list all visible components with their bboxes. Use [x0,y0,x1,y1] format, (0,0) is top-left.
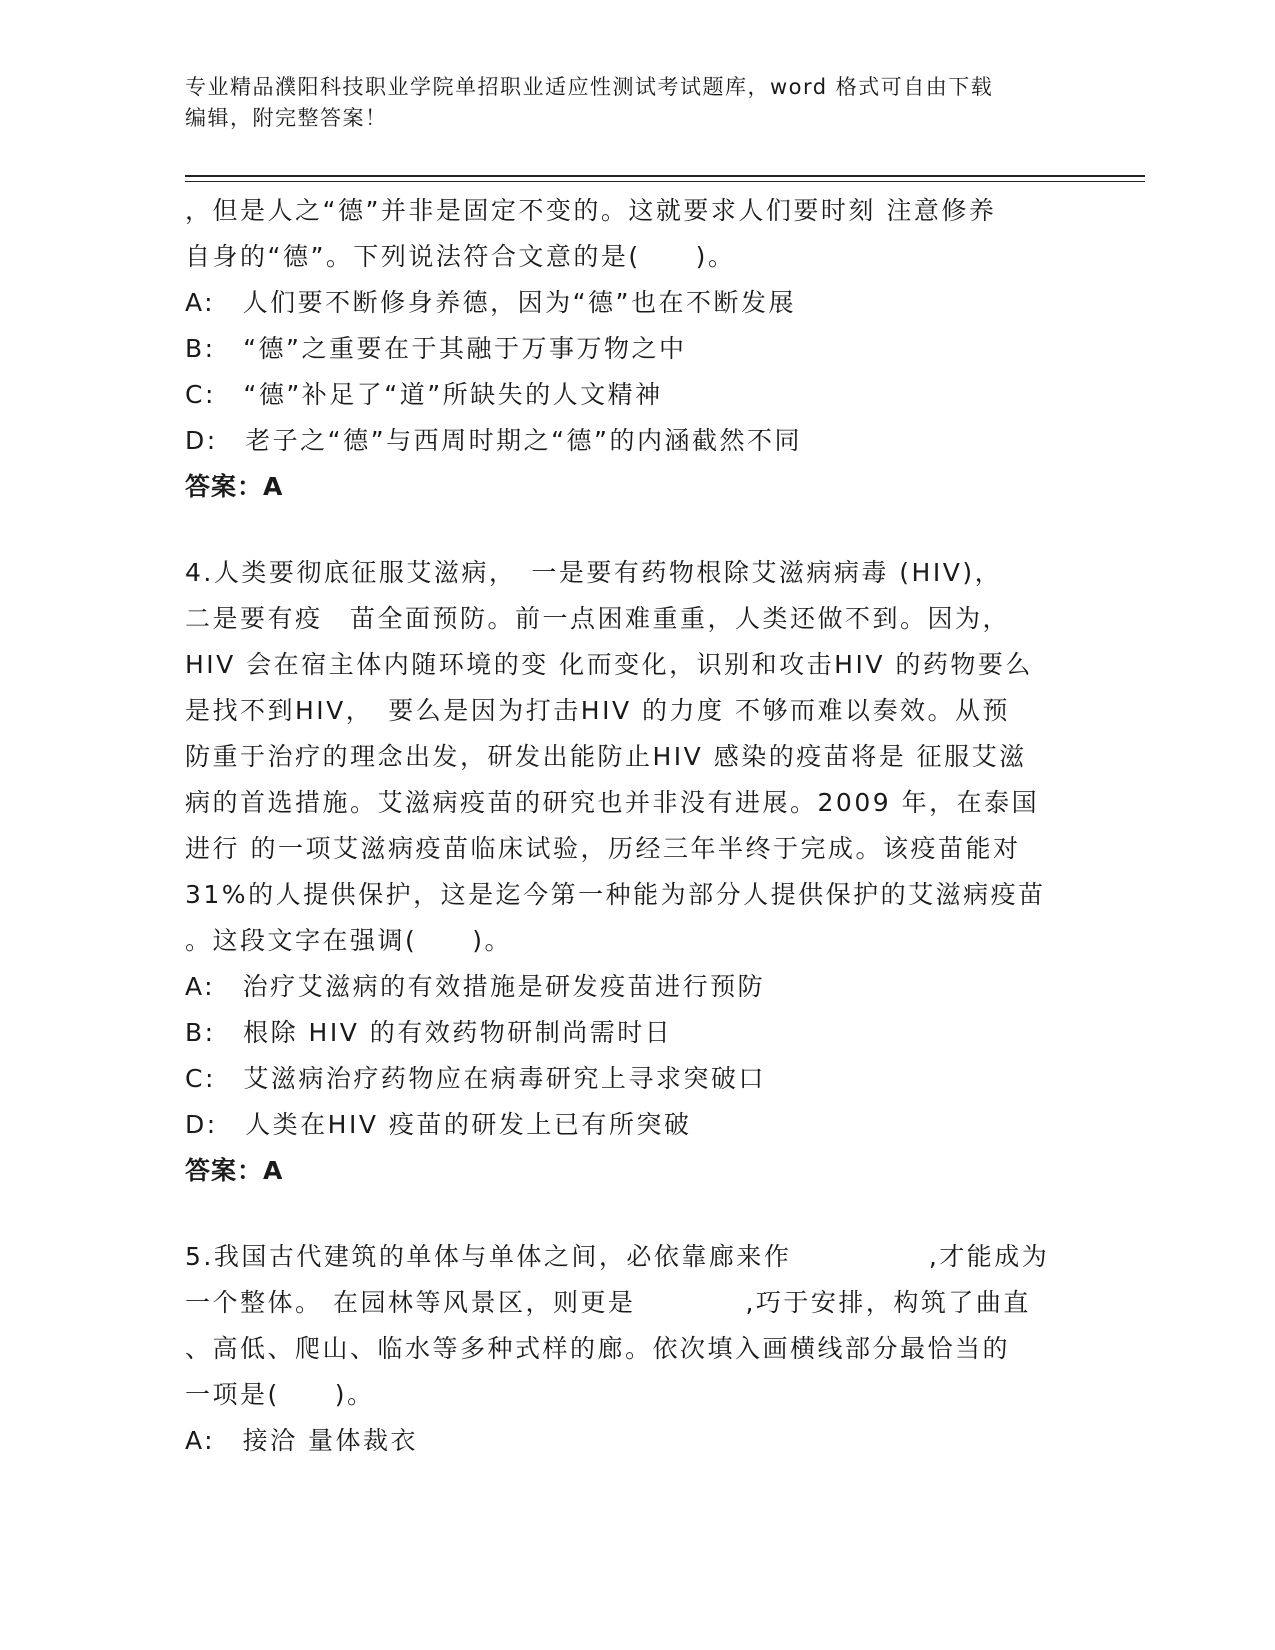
question-stem-line: ，但是人之“德”并非是固定不变的。这就要求人们要时刻 注意修养 [185,196,997,225]
option-c: C: 艾滋病治疗药物应在病毒研究上寻求突破口 [185,1064,766,1093]
question-stem-line: 5.我国古代建筑的单体与单体之间，必依靠廊来作 ,才能成为 [185,1242,1050,1271]
question-stem-line: 是找不到HIV， 要么是因为打击HIV 的力度 不够而难以奏效。从预 [185,696,1010,725]
question-stem-line: 进行 的一项艾滋病疫苗临床试验，历经三年半终于完成。该疫苗能对 [185,834,1021,863]
option-c: C: “德”补足了“道”所缺失的人文精神 [185,380,663,409]
option-a: A: 人们要不断修身养德，因为“德”也在不断发展 [185,288,796,317]
header-line-1: 专业精品濮阳科技职业学院单招职业适应性测试考试题库，word 格式可自由下载 [185,75,994,99]
question-stem-line: 病的首选措施。艾滋病疫苗的研究也并非没有进展。2009 年，在泰国 [185,788,1040,817]
option-d: D: 人类在HIV 疫苗的研发上已有所突破 [185,1110,692,1139]
option-b: B: “德”之重要在于其融于万事万物之中 [185,334,687,363]
question-stem-line: 二是要有疫 苗全面预防。前一点困难重重，人类还做不到。因为， [185,604,1011,633]
header-rule-thick [185,175,1145,177]
option-a: A: 治疗艾滋病的有效措施是研发疫苗进行预防 [185,972,766,1001]
header-rule-thin [185,181,1145,182]
question-4 [185,550,1085,1194]
document-body [185,188,1085,1464]
question-stem-line: HIV 会在宿主体内随环境的变 化而变化，识别和攻击HIV 的药物要么 [185,650,1033,679]
question-stem-line: 防重于治疗的理念出发，研发出能防止HIV 感染的疫苗将是 征服艾滋 [185,742,1027,771]
question-stem-line: 31%的人提供保护，这是迄今第一种能为部分人提供保护的艾滋病疫苗 [185,880,1046,909]
option-a: A: 接洽 量体裁衣 [185,1426,419,1455]
question-stem-line: 一个整体。 在园林等风景区，则更是 ,巧于安排，构筑了曲直 [185,1288,1031,1317]
question-stem-line: 4.人类要彻底征服艾滋病， 一是要有药物根除艾滋病病毒 (HIV)， [185,558,1003,587]
answer-label: 答案：A [185,472,284,501]
answer-label: 答案：A [185,1156,284,1185]
question-stem-line: 、高低、爬山、临水等多种式样的廊。依次填入画横线部分最恰当的 [185,1334,1011,1363]
question-stem-line: 一项是( )。 [185,1380,375,1409]
question-stem-line: 自身的“德”。下列说法符合文意的是( )。 [185,242,736,271]
question-stem-line: 。这段文字在强调( )。 [185,926,513,955]
question-5 [185,1234,1085,1464]
page-header [185,72,1065,134]
question-3 [185,188,1085,510]
header-line-2: 编辑，附完整答案！ [185,106,388,130]
option-d: D: 老子之“德”与西周时期之“德”的内涵截然不同 [185,426,802,455]
option-b: B: 根除 HIV 的有效药物研制尚需时日 [185,1018,673,1047]
